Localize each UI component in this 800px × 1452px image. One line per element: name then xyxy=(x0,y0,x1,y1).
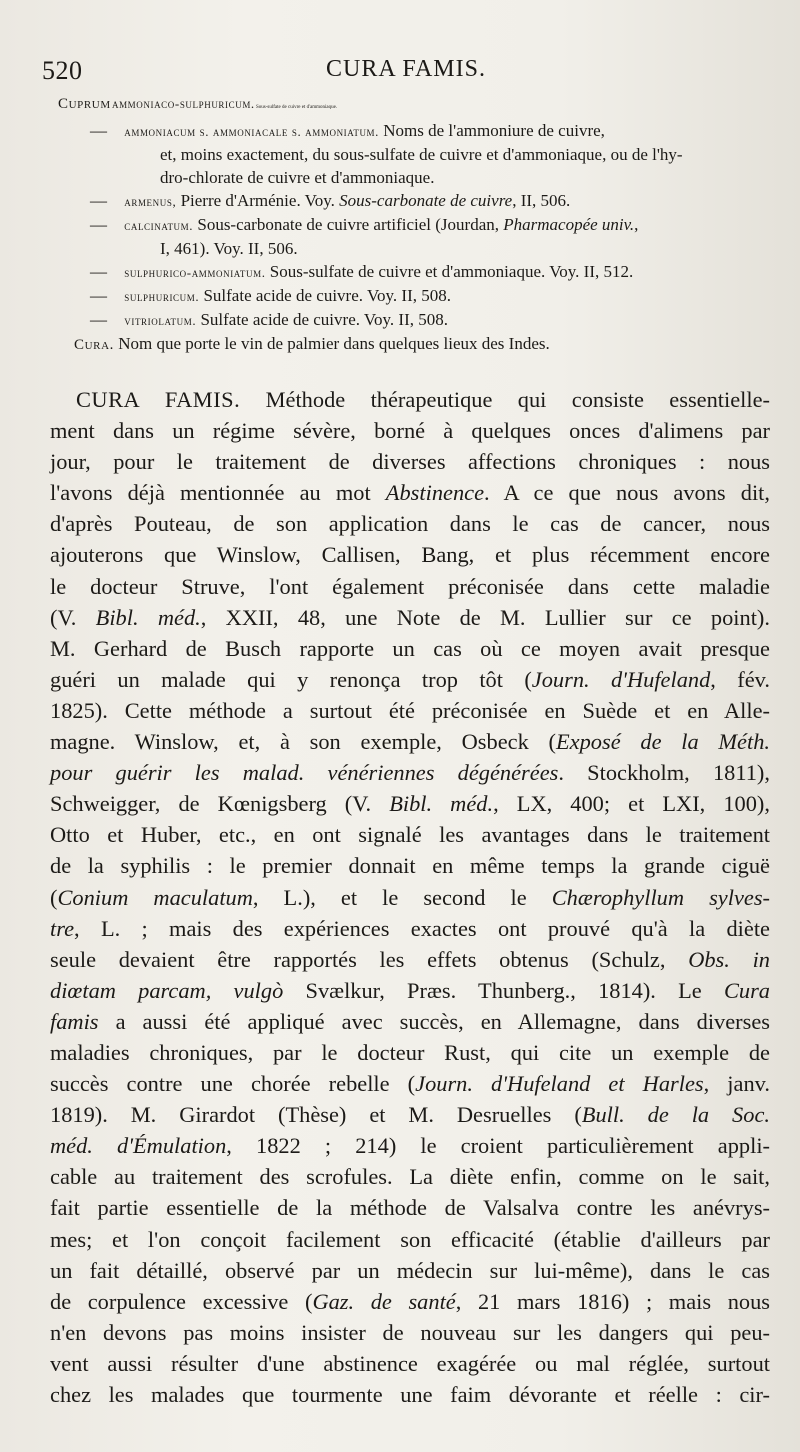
text-italic: pour guérir les malad. vénériennes dégénérées xyxy=(50,760,559,786)
text-run: , XXII, 48, une Note de M. Lullier sur ce point). xyxy=(200,604,770,630)
text-line: mes; et l'on conçoit facilement son efficacité (établie d'ailleurs par xyxy=(50,1226,770,1252)
text-run: , L. ; mais des expériences exactes ont prouvé qu'à la diète xyxy=(74,915,770,941)
text-italic: famis xyxy=(50,1008,99,1034)
entry-dash: — xyxy=(90,121,107,140)
entry-tail: , xyxy=(634,215,639,234)
entry-term: calcinatum. xyxy=(124,218,194,233)
text-run: (V. xyxy=(50,604,96,630)
text-line: de la syphilis : le premier donnait en même temps la grande ciguë xyxy=(50,853,770,879)
entry-sulphurico-ammoniatum xyxy=(66,260,778,284)
text-line: le docteur Struve, l'ont également préconisée dans cette maladie xyxy=(50,573,770,599)
entry-definition: Nom que porte le vin de palmier dans quelques lieux des Indes. xyxy=(118,334,550,353)
text-run: de corpulence excessive ( xyxy=(50,1288,313,1314)
text-run: Méthode thérapeutique qui consiste essentielle- xyxy=(240,387,771,412)
text-line: ment dans un régime sévère, borné à quelques onces d'alimens par xyxy=(50,418,770,444)
text-line xyxy=(50,602,770,633)
entry-dash: — xyxy=(90,191,107,210)
entry-continuation: dro-chlorate de cuivre et d'ammoniaque. xyxy=(160,168,435,187)
dictionary-entries xyxy=(58,92,778,357)
text-line: chez les malades que tourmente une faim dévorante et réelle : cir- xyxy=(50,1382,770,1407)
entry-definition: Sulfate acide de cuivre. Voy. II, 508. xyxy=(203,286,451,305)
entry-sulphuricum xyxy=(66,284,778,308)
entry-definition: Noms de l'ammoniure de cuivre, xyxy=(383,121,605,140)
text-line xyxy=(50,664,770,695)
text-italic: Conium maculatum xyxy=(57,884,253,910)
text-run: , fév. xyxy=(710,666,770,692)
text-italic: diœtam parcam, vulgò xyxy=(50,977,284,1003)
entry-definition: Sous-carbonate de cuivre artificiel (Jourdan, xyxy=(197,215,499,234)
text-run: magne. Winslow, et, à son exemple, Osbeck ( xyxy=(50,729,556,755)
text-italic: Gaz. de santé xyxy=(312,1288,456,1314)
text-italic: Journ. d'Hufeland xyxy=(531,666,711,692)
text-line xyxy=(50,944,770,975)
entry-dash: — xyxy=(90,262,107,281)
text-line xyxy=(50,1286,770,1317)
text-line: jour, pour le traitement de diverses affections chroniques : nous xyxy=(50,449,770,475)
entry-calcinatum xyxy=(66,213,778,237)
text-line xyxy=(50,1130,770,1161)
text-line xyxy=(50,913,770,944)
entry-continuation: et, moins exactement, du sous-sulfate de cuivre et d'ammoniaque, ou de l'hy- xyxy=(160,145,683,164)
entry-dash: — xyxy=(90,310,107,329)
article-cura-famis xyxy=(50,384,770,1410)
text-line: vent aussi résulter d'une abstinence exagérée ou mal réglée, surtout xyxy=(50,1350,770,1376)
entry-term: sulphuricum. xyxy=(124,289,200,304)
entry-term: ammoniacum s. ammoniacale s. ammoniatum. xyxy=(124,124,380,139)
text-line: un fait détaillé, observé par un médecin sur lui-même), dans le cas xyxy=(50,1257,770,1283)
text-run: succès contre une chorée rebelle ( xyxy=(50,1071,416,1097)
text-run: guéri un malade qui y renonça trop tôt ( xyxy=(50,666,532,692)
text-line xyxy=(50,1068,770,1099)
entry-definition: Sous-sulfate de cuivre et d'ammoniaque. xyxy=(256,105,338,110)
text-line: M. Gerhard de Busch rapporte un cas où ce moyen avait presque xyxy=(50,635,770,661)
text-line xyxy=(50,788,770,819)
text-italic: Bibl. méd. xyxy=(389,791,494,817)
text-italic: méd. d'Émulation xyxy=(50,1133,227,1159)
entry-lead: Cura. xyxy=(74,337,114,353)
text-italic: Obs. in xyxy=(688,946,770,972)
entry-definition: Sulfate acide de cuivre. Voy. II, 508. xyxy=(200,310,448,329)
entry-dash: — xyxy=(90,286,107,305)
entry-continuation: I, 461). Voy. II, 506. xyxy=(160,239,298,258)
entry-term: vitriolatum. xyxy=(124,313,197,328)
entry-definition: Sous-sulfate de cuivre et d'ammoniaque. Voy. II, 512. xyxy=(269,262,634,281)
text-line: maladies chroniques, par le docteur Rust, qui cite un exemple de xyxy=(50,1039,770,1065)
text-line xyxy=(50,1006,770,1037)
text-line: Otto et Huber, etc., en ont signalé les avantages dans le traitement xyxy=(50,822,770,848)
text-run: Svælkur, Præs. Thunberg., 1814). Le xyxy=(283,977,724,1003)
text-line xyxy=(50,477,770,508)
text-italic: Exposé de la Méth. xyxy=(555,729,771,755)
entry-lead: Cuprum xyxy=(58,96,111,112)
text-line xyxy=(50,882,770,913)
text-line: d'après Pouteau, de son application dans le cas de cancer, nous xyxy=(50,511,770,537)
entry-ammoniacum xyxy=(66,119,778,143)
text-run: , janv. xyxy=(703,1071,770,1097)
text-run: 1819). M. Girardot (Thèse) et M. Desruelles ( xyxy=(50,1102,582,1128)
text-run: l'avons déjà mentionnée au mot xyxy=(50,480,386,506)
entry-cura xyxy=(66,332,778,357)
text-line: fait partie essentielle de la méthode de Valsalva contre les anévrys- xyxy=(50,1195,770,1221)
text-line xyxy=(50,757,770,788)
page-header xyxy=(42,56,770,90)
entry-term: ammoniaco-sulphuricum. xyxy=(111,96,255,111)
article-heading: CURA FAMIS. xyxy=(76,387,241,412)
entry-armenus xyxy=(66,189,778,213)
text-line xyxy=(50,726,770,757)
text-italic: Abstinence xyxy=(385,480,485,506)
entry-term: armenus, xyxy=(124,194,177,209)
entry-term: sulphurico-ammoniatum. xyxy=(124,265,266,280)
text-run: ( xyxy=(50,884,58,910)
text-run: , 1822 ; 214) le croient particulièrement appli- xyxy=(226,1133,770,1159)
entry-tail: , II, 506. xyxy=(512,191,571,210)
text-line xyxy=(50,1099,770,1130)
text-run: Schweigger, de Kœnigsberg (V. xyxy=(50,791,390,817)
entry-vitriolatum xyxy=(66,308,778,332)
text-run: a aussi été appliqué avec succès, en Allemagne, dans diverses xyxy=(98,1008,770,1034)
text-run: , LX, 400; et LXI, 100), xyxy=(493,791,770,817)
running-title: CURA FAMIS. xyxy=(326,56,486,82)
text-run: , L.), et le second le xyxy=(252,884,552,910)
text-italic: Cura xyxy=(723,977,770,1003)
text-line: cable au traitement des scrofules. La diète enfin, comme on le sait, xyxy=(50,1164,770,1190)
text-run: . A ce que nous avons dit, xyxy=(484,480,770,506)
text-italic: Journ. d'Hufeland et Harles xyxy=(415,1071,704,1097)
entry-reference: Pharmacopée univ. xyxy=(503,215,635,234)
text-run: , 21 mars 1816) ; mais nous xyxy=(455,1288,770,1314)
entry-dash: — xyxy=(90,215,107,234)
text-italic: Bull. de la Soc. xyxy=(581,1102,770,1128)
text-run: seule devaient être rapportés les effets obtenus (Schulz, xyxy=(50,946,689,972)
text-line xyxy=(50,975,770,1006)
text-line xyxy=(50,384,770,415)
entry-reference: Sous-carbonate de cuivre xyxy=(339,191,513,210)
text-line: 1825). Cette méthode a surtout été préconisée en Suède et en Alle- xyxy=(50,697,770,723)
text-run: . Stockholm, 1811), xyxy=(558,760,770,786)
entry-definition: Pierre d'Arménie. Voy. xyxy=(180,191,335,210)
page-number: 520 xyxy=(42,56,83,85)
text-italic: Bibl. méd. xyxy=(95,604,201,630)
text-line: ajouterons que Winslow, Callisen, Bang, et plus récemment encore xyxy=(50,542,770,568)
text-italic: tre xyxy=(50,915,75,941)
text-line: n'en devons pas moins insister de nouveau sur les dangers qui peu- xyxy=(50,1319,770,1345)
entry-cuprum-ammoniaco-sulphuricum xyxy=(58,92,778,119)
text-italic: Chærophyllum sylves- xyxy=(551,884,770,910)
